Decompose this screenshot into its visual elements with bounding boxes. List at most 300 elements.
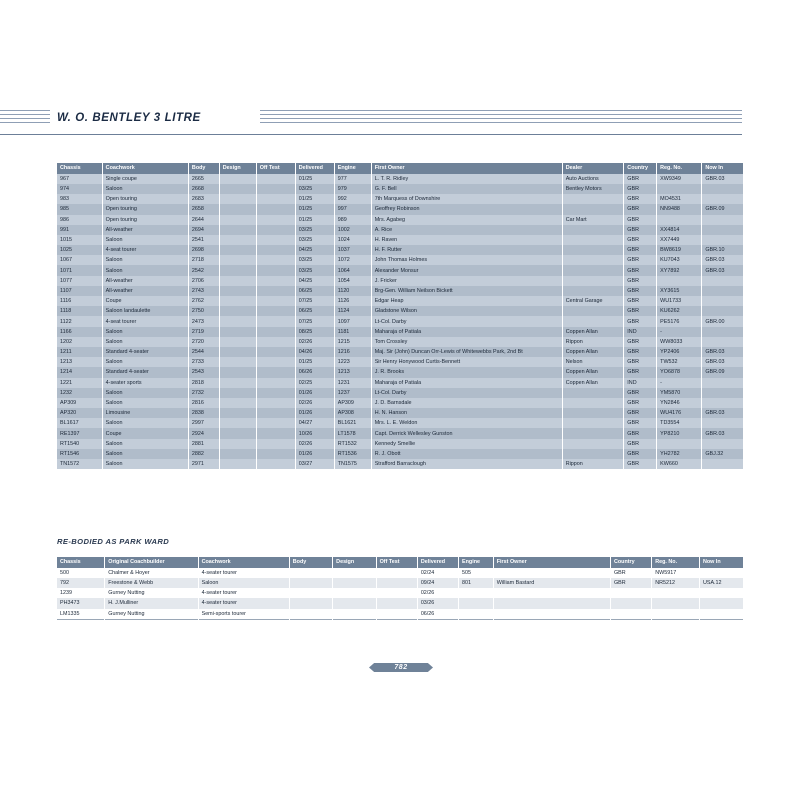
- table-cell: GBR.03: [702, 174, 743, 184]
- table-row: [57, 598, 743, 608]
- table-cell: 967: [57, 174, 102, 184]
- table-cell: 2544: [188, 347, 219, 357]
- table-cell: 1239: [57, 588, 105, 598]
- table-cell: Saloon: [102, 357, 188, 367]
- table-row: [57, 174, 743, 184]
- table-row: [57, 428, 743, 438]
- column-header: Now In: [699, 557, 743, 568]
- table-cell: AP309: [57, 398, 102, 408]
- table-cell: [256, 316, 295, 326]
- column-header: Reg. No.: [657, 163, 702, 174]
- table-cell: Open touring: [102, 194, 188, 204]
- table-cell: [256, 439, 295, 449]
- table-cell: [219, 255, 256, 265]
- table-cell: YH2782: [657, 449, 702, 459]
- table-cell: [562, 306, 624, 316]
- table-cell: [219, 306, 256, 316]
- table-cell: [256, 357, 295, 367]
- table-cell: [702, 418, 743, 428]
- table-cell: [256, 337, 295, 347]
- column-header: Original Coachbuilder: [105, 557, 198, 568]
- table-cell: GBR: [624, 408, 657, 418]
- table-row: [57, 235, 743, 245]
- table-cell: GBJ.32: [702, 449, 743, 459]
- table-cell: 1107: [57, 286, 102, 296]
- table-cell: Saloon: [102, 265, 188, 275]
- table-cell: GBR: [624, 357, 657, 367]
- table-cell: 4-seater tourer: [198, 568, 289, 578]
- table-cell: 2924: [188, 428, 219, 438]
- table-cell: Saloon: [102, 255, 188, 265]
- table-cell: [657, 215, 702, 225]
- table-cell: [562, 316, 624, 326]
- table-cell: [219, 439, 256, 449]
- table-cell: John Thomas Holmes: [371, 255, 562, 265]
- column-header: Country: [610, 557, 651, 568]
- table-cell: [289, 609, 332, 620]
- table-cell: GBR.09: [702, 367, 743, 377]
- table-cell: [333, 609, 376, 620]
- table-cell: 2719: [188, 327, 219, 337]
- table-cell: 1097: [334, 316, 371, 326]
- table-cell: [657, 184, 702, 194]
- table-cell: 04/25: [295, 276, 334, 286]
- table-cell: 02/24: [417, 568, 458, 578]
- table-cell: 1015: [57, 235, 102, 245]
- table-row: [57, 316, 743, 326]
- table-cell: [219, 296, 256, 306]
- table-cell: [376, 578, 417, 588]
- table-cell: Rippon: [562, 459, 624, 469]
- table-cell: 801: [459, 578, 494, 588]
- table-cell: 03/25: [295, 184, 334, 194]
- table-cell: 01/26: [295, 408, 334, 418]
- table-cell: 1116: [57, 296, 102, 306]
- table-cell: [219, 398, 256, 408]
- column-header: First Owner: [493, 557, 610, 568]
- table-row: [57, 388, 743, 398]
- table-cell: 1025: [57, 245, 102, 255]
- table-cell: GBR.10: [702, 245, 743, 255]
- table-cell: 4-seater tourer: [198, 588, 289, 598]
- table-cell: [256, 245, 295, 255]
- table-cell: J. Fricker: [371, 276, 562, 286]
- column-header: Engine: [334, 163, 371, 174]
- table-cell: NW5917: [652, 568, 700, 578]
- table-cell: 1122: [57, 316, 102, 326]
- table-cell: [702, 459, 743, 469]
- table-cell: 1126: [334, 296, 371, 306]
- table-cell: [219, 428, 256, 438]
- table-cell: 2718: [188, 255, 219, 265]
- table-cell: Coupe: [102, 296, 188, 306]
- table-row: [57, 609, 743, 620]
- table-cell: GBR.09: [702, 204, 743, 214]
- table-cell: J. R. Brooks: [371, 367, 562, 377]
- table-cell: [256, 378, 295, 388]
- table-cell: 03/25: [295, 235, 334, 245]
- table-cell: AP320: [57, 408, 102, 418]
- column-header: Coachwork: [198, 557, 289, 568]
- table-cell: [702, 439, 743, 449]
- column-header: Chassis: [57, 163, 102, 174]
- table-cell: [562, 418, 624, 428]
- table-cell: [702, 388, 743, 398]
- table-cell: 985: [57, 204, 102, 214]
- table-cell: [702, 378, 743, 388]
- table-cell: [256, 296, 295, 306]
- table-cell: Saloon: [102, 398, 188, 408]
- table-cell: 04/25: [295, 245, 334, 255]
- column-header: Off Test: [256, 163, 295, 174]
- table-cell: [699, 588, 743, 598]
- table-cell: [289, 578, 332, 588]
- table-cell: [562, 398, 624, 408]
- table-cell: [702, 235, 743, 245]
- table-cell: Coppen Allan: [562, 327, 624, 337]
- table-cell: Coppen Allan: [562, 347, 624, 357]
- column-header: Design: [219, 163, 256, 174]
- table-cell: WU4176: [657, 408, 702, 418]
- table-cell: GBR: [624, 204, 657, 214]
- table-cell: 1024: [334, 235, 371, 245]
- table-body: [57, 174, 743, 469]
- table-cell: [219, 204, 256, 214]
- table-cell: XW9349: [657, 174, 702, 184]
- table-cell: Open touring: [102, 215, 188, 225]
- table-cell: RE1397: [57, 428, 102, 438]
- table-cell: Geoffrey Robinson: [371, 204, 562, 214]
- table-cell: 01/25: [295, 204, 334, 214]
- table-cell: [256, 418, 295, 428]
- table-cell: [562, 428, 624, 438]
- table-cell: [333, 578, 376, 588]
- table-cell: [219, 449, 256, 459]
- table-cell: 989: [334, 215, 371, 225]
- table-cell: Gladstone Wilson: [371, 306, 562, 316]
- table-cell: NN9488: [657, 204, 702, 214]
- table-cell: [219, 388, 256, 398]
- table-cell: 1067: [57, 255, 102, 265]
- table-cell: [562, 449, 624, 459]
- table-cell: 1215: [334, 337, 371, 347]
- table-cell: R. J. Obott: [371, 449, 562, 459]
- table-row: [57, 215, 743, 225]
- table-cell: USA.12: [699, 578, 743, 588]
- table-cell: BL1617: [57, 418, 102, 428]
- table-cell: 01/25: [295, 194, 334, 204]
- table-cell: 03/25: [295, 265, 334, 275]
- table-cell: YM5870: [657, 388, 702, 398]
- table-cell: [562, 225, 624, 235]
- table-cell: H. F. Rutter: [371, 245, 562, 255]
- table-cell: GBR: [624, 296, 657, 306]
- table-cell: 03/25: [295, 255, 334, 265]
- table-cell: LM1335: [57, 609, 105, 620]
- table-cell: GBR: [624, 194, 657, 204]
- column-header: Design: [333, 557, 376, 568]
- table-cell: 06/26: [417, 609, 458, 620]
- table-cell: [219, 459, 256, 469]
- table-cell: Limousine: [102, 408, 188, 418]
- park-ward-table: [57, 557, 743, 620]
- column-header: Body: [188, 163, 219, 174]
- table-cell: TW532: [657, 357, 702, 367]
- table-cell: WU1733: [657, 296, 702, 306]
- table-cell: [493, 588, 610, 598]
- table-cell: Maj. Sir (John) Duncan Orr-Lewis of Whitewebbs Park, 2nd Bt: [371, 347, 562, 357]
- table-row: [57, 286, 743, 296]
- table-header-row: [57, 557, 743, 568]
- table-cell: [702, 337, 743, 347]
- table-cell: 979: [334, 184, 371, 194]
- table-row: [57, 578, 743, 588]
- table-cell: GBR.03: [702, 255, 743, 265]
- table-row: [57, 347, 743, 357]
- table-cell: BW8619: [657, 245, 702, 255]
- table-cell: Rippon: [562, 337, 624, 347]
- table-cell: 01/25: [295, 174, 334, 184]
- table-cell: GBR: [624, 215, 657, 225]
- table-cell: [219, 327, 256, 337]
- table-cell: Standard 4-seater: [102, 367, 188, 377]
- table-cell: [219, 265, 256, 275]
- table-cell: Single coupe: [102, 174, 188, 184]
- table-cell: TD3554: [657, 418, 702, 428]
- table-cell: H. Raven: [371, 235, 562, 245]
- table-cell: [256, 215, 295, 225]
- table-cell: [219, 418, 256, 428]
- table-cell: 1181: [334, 327, 371, 337]
- table-row: [57, 296, 743, 306]
- table-cell: RT1536: [334, 449, 371, 459]
- table-cell: [256, 204, 295, 214]
- table-cell: Saloon: [102, 235, 188, 245]
- table-cell: 2668: [188, 184, 219, 194]
- table-cell: Gurney Nutting: [105, 609, 198, 620]
- table-cell: KW660: [657, 459, 702, 469]
- table-cell: [219, 276, 256, 286]
- table-cell: 1211: [57, 347, 102, 357]
- table-cell: Alexander Monsur: [371, 265, 562, 275]
- table-cell: [652, 588, 700, 598]
- table-cell: [562, 204, 624, 214]
- table-cell: [256, 235, 295, 245]
- table-row: [57, 306, 743, 316]
- page-title: W. O. BENTLEY 3 LITRE: [57, 112, 201, 124]
- table-cell: GBR: [624, 245, 657, 255]
- table-cell: [652, 598, 700, 608]
- column-header: Body: [289, 557, 332, 568]
- table-cell: 500: [57, 568, 105, 578]
- table-cell: 1037: [334, 245, 371, 255]
- column-header: Off Test: [376, 557, 417, 568]
- table-row: [57, 408, 743, 418]
- table-cell: RT1540: [57, 439, 102, 449]
- table-cell: Mrs. L. E. Weldon: [371, 418, 562, 428]
- table-cell: Saloon: [102, 388, 188, 398]
- table-cell: [702, 286, 743, 296]
- table-cell: 2750: [188, 306, 219, 316]
- table-row: [57, 378, 743, 388]
- table-row: [57, 245, 743, 255]
- table-cell: [702, 194, 743, 204]
- table-cell: [493, 598, 610, 608]
- table-cell: AP309: [334, 398, 371, 408]
- table-cell: 1213: [57, 357, 102, 367]
- table-cell: 2733: [188, 357, 219, 367]
- table-cell: [652, 609, 700, 620]
- table-cell: 03/25: [295, 225, 334, 235]
- table-row: [57, 204, 743, 214]
- column-header: Now In: [702, 163, 743, 174]
- table-cell: [702, 327, 743, 337]
- table-cell: Central Garage: [562, 296, 624, 306]
- table-cell: [562, 235, 624, 245]
- table-cell: GBR: [610, 578, 651, 588]
- table-cell: [219, 225, 256, 235]
- table-cell: [562, 276, 624, 286]
- table-row: [57, 418, 743, 428]
- table-cell: 2658: [188, 204, 219, 214]
- table-cell: [702, 225, 743, 235]
- table-cell: [219, 378, 256, 388]
- table-row: [57, 194, 743, 204]
- table-cell: Standard 4-seater: [102, 347, 188, 357]
- table-cell: GBR: [624, 235, 657, 245]
- table-cell: Maharaja of Patiala: [371, 327, 562, 337]
- table-cell: [219, 235, 256, 245]
- table-cell: 1002: [334, 225, 371, 235]
- table-cell: -: [657, 378, 702, 388]
- table-cell: 01/26: [295, 449, 334, 459]
- column-header: Delivered: [295, 163, 334, 174]
- table-cell: [702, 296, 743, 306]
- table-cell: [657, 439, 702, 449]
- table-cell: NR5212: [652, 578, 700, 588]
- table-cell: A. Rice: [371, 225, 562, 235]
- table-body: [57, 568, 743, 619]
- table-cell: XY3615: [657, 286, 702, 296]
- table-cell: PH3473: [57, 598, 105, 608]
- table-cell: [219, 174, 256, 184]
- table-cell: 01/26: [295, 388, 334, 398]
- table-cell: [219, 245, 256, 255]
- table-cell: GBR: [624, 316, 657, 326]
- table-cell: GBR: [624, 184, 657, 194]
- table-cell: GBR: [624, 418, 657, 428]
- table-cell: 1216: [334, 347, 371, 357]
- table-cell: GBR.03: [702, 428, 743, 438]
- table-cell: 06/25: [295, 286, 334, 296]
- table-cell: 792: [57, 578, 105, 588]
- table-cell: Brg-Gen. William Neilson Bickett: [371, 286, 562, 296]
- table-cell: XX7449: [657, 235, 702, 245]
- table-cell: Edgar Heap: [371, 296, 562, 306]
- table-cell: Bentley Motors: [562, 184, 624, 194]
- table-cell: [256, 408, 295, 418]
- table-cell: [376, 588, 417, 598]
- table-cell: 1118: [57, 306, 102, 316]
- table-cell: [376, 609, 417, 620]
- table-cell: 1071: [57, 265, 102, 275]
- table-cell: 07/25: [295, 316, 334, 326]
- table-cell: Strafford Barraclough: [371, 459, 562, 469]
- column-header: Dealer: [562, 163, 624, 174]
- table-cell: 986: [57, 215, 102, 225]
- table-cell: IND: [624, 327, 657, 337]
- table-cell: Lt-Col. Darby: [371, 316, 562, 326]
- table-cell: 2694: [188, 225, 219, 235]
- table-cell: 4-seater sports: [102, 378, 188, 388]
- table-cell: [702, 215, 743, 225]
- table-row: [57, 265, 743, 275]
- table-cell: Saloon: [102, 327, 188, 337]
- table-cell: 08/25: [295, 327, 334, 337]
- table-row: [57, 588, 743, 598]
- table-cell: [256, 174, 295, 184]
- table-cell: YP8210: [657, 428, 702, 438]
- table-cell: GBR: [624, 428, 657, 438]
- table-cell: GBR: [624, 449, 657, 459]
- table-cell: William Bastard: [493, 578, 610, 588]
- table-cell: Saloon: [102, 337, 188, 347]
- table-cell: [256, 286, 295, 296]
- table-cell: GBR: [624, 337, 657, 347]
- table-header-row: [57, 163, 743, 174]
- table-cell: Maharaja of Patiala: [371, 378, 562, 388]
- table-cell: [256, 428, 295, 438]
- table-cell: [289, 598, 332, 608]
- table-cell: 2882: [188, 449, 219, 459]
- table-cell: RT1532: [334, 439, 371, 449]
- table-cell: GBR: [624, 265, 657, 275]
- table-cell: 1202: [57, 337, 102, 347]
- table-cell: [333, 588, 376, 598]
- table-cell: [610, 588, 651, 598]
- table-row: [57, 367, 743, 377]
- table-cell: [219, 184, 256, 194]
- table-cell: GBR: [624, 398, 657, 408]
- table-cell: GBR: [624, 459, 657, 469]
- table-cell: 1124: [334, 306, 371, 316]
- table-row: [57, 357, 743, 367]
- table-cell: [256, 367, 295, 377]
- table-cell: [562, 245, 624, 255]
- table-cell: [219, 347, 256, 357]
- table-cell: [493, 568, 610, 578]
- table-cell: PE5176: [657, 316, 702, 326]
- table-cell: XX4814: [657, 225, 702, 235]
- table-cell: GBR.00: [702, 316, 743, 326]
- table-cell: GBR: [610, 568, 651, 578]
- table-cell: YP2406: [657, 347, 702, 357]
- table-cell: Nelson: [562, 357, 624, 367]
- column-header: Country: [624, 163, 657, 174]
- table-cell: Car Mart: [562, 215, 624, 225]
- table-cell: [219, 408, 256, 418]
- table-cell: Tom Crossley: [371, 337, 562, 347]
- table-cell: 01/25: [295, 357, 334, 367]
- table-cell: [219, 286, 256, 296]
- table-cell: 02/26: [417, 588, 458, 598]
- table-cell: [256, 398, 295, 408]
- table-cell: [657, 276, 702, 286]
- table-cell: [459, 609, 494, 620]
- table-cell: [289, 588, 332, 598]
- table-row: [57, 255, 743, 265]
- table-cell: GBR.03: [702, 357, 743, 367]
